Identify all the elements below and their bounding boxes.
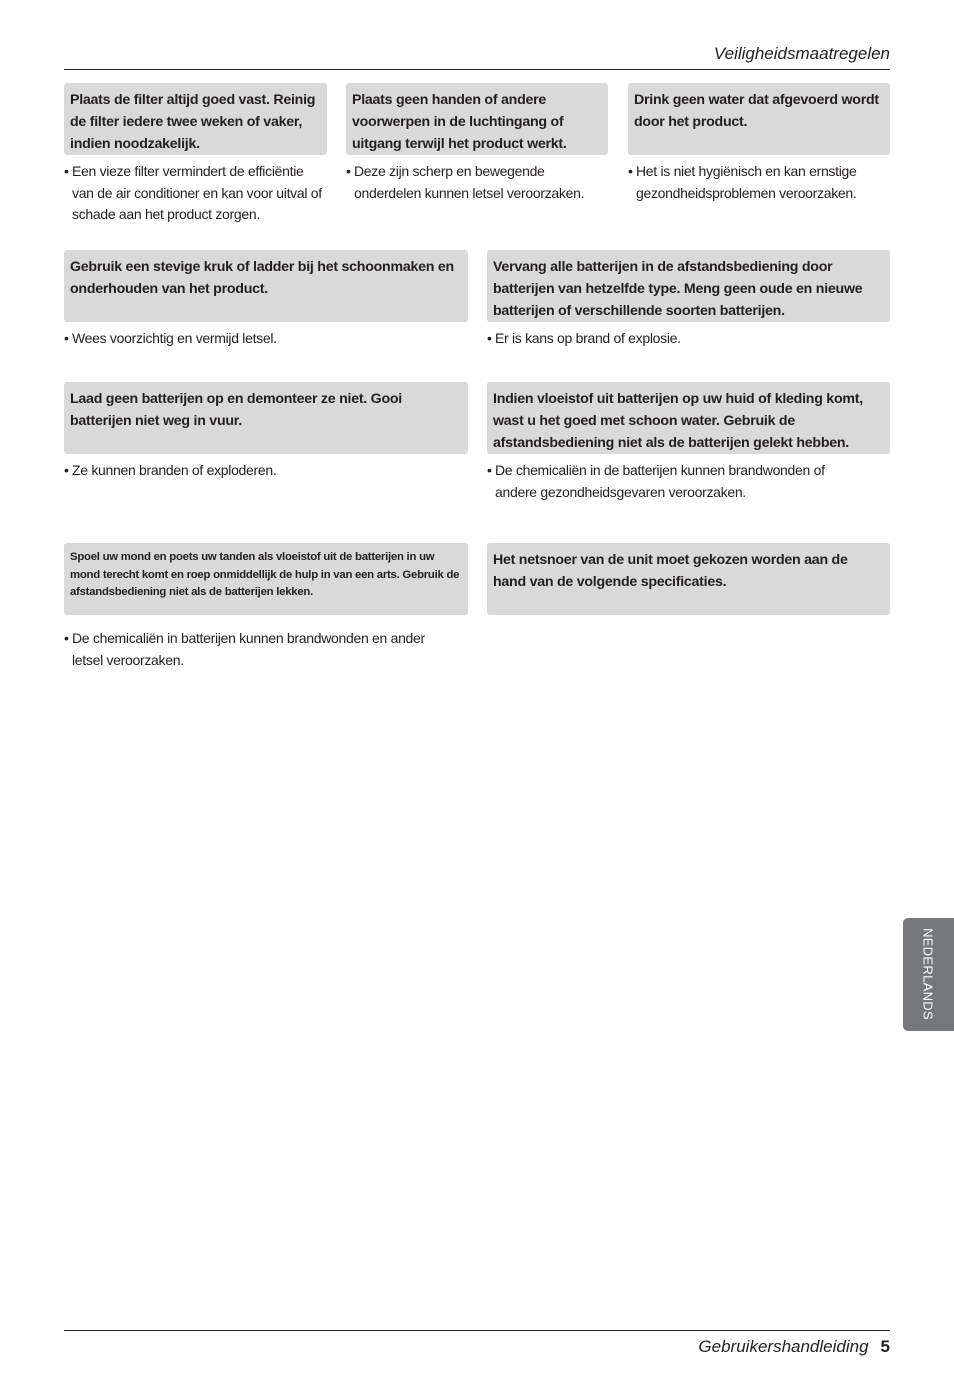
warning-box-filter: Plaats de filter altijd goed vast. Reinig de filter iedere twee weken of vaker, indien noodzakelijk.	[64, 83, 327, 155]
note-leak-skin	[487, 460, 867, 503]
note-water	[628, 161, 890, 204]
note-recharge-text: Ze kunnen branden of exploderen.	[72, 462, 277, 478]
note-replace-batteries	[487, 328, 890, 350]
note-mouth-text: De chemicaliën in batterijen kunnen brandwonden en ander letsel veroorzaken.	[72, 630, 425, 668]
language-tab-label: NEDERLANDS	[920, 928, 936, 1020]
footer-divider	[64, 1330, 890, 1331]
warning-box-leak-skin: Indien vloeistof uit batterijen op uw huid of kleding komt, wast u het goed met schoon water. Gebruik de afstandsbediening niet als de batterijen gelekt hebben.	[487, 382, 890, 454]
bullet-icon: •	[346, 163, 351, 179]
bullet-icon: •	[64, 330, 69, 346]
warning-box-mouth: Spoel uw mond en poets uw tanden als vloeistof uit de batterijen in uw mond terecht komt en roep onmiddellijk de hulp in van een arts. Gebruik de afstandsbediening niet als de batterijen lekken.	[64, 543, 468, 615]
warning-box-hands: Plaats geen handen of andere voorwerpen in de luchtingang of uitgang terwijl het product werkt.	[346, 83, 608, 155]
note-filter-text: Een vieze filter vermindert de efficiëntie van de air conditioner en kan voor uitval of schade aan het product zorgen.	[72, 163, 322, 222]
note-filter	[64, 161, 326, 226]
language-tab	[903, 918, 954, 1031]
bullet-icon: •	[64, 630, 69, 646]
bullet-icon: •	[628, 163, 633, 179]
warning-box-power-cord: Het netsnoer van de unit moet gekozen worden aan de hand van de volgende specificaties.	[487, 543, 890, 615]
warning-box-recharge: Laad geen batterijen op en demonteer ze niet. Gooi batterijen niet weg in vuur.	[64, 382, 468, 454]
warning-box-ladder: Gebruik een stevige kruk of ladder bij het schoonmaken en onderhouden van het product.	[64, 250, 468, 322]
bullet-icon: •	[487, 462, 492, 478]
note-mouth	[64, 628, 459, 671]
bullet-icon: •	[64, 462, 69, 478]
warning-box-replace-batteries: Vervang alle batterijen in de afstandsbediening door batterijen van hetzelfde type. Meng geen oude en nieuwe batterijen of verschillende soorten batterijen.	[487, 250, 890, 322]
note-ladder	[64, 328, 468, 350]
bullet-icon: •	[487, 330, 492, 346]
note-replace-batteries-text: Er is kans op brand of explosie.	[495, 330, 681, 346]
page-header-title: Veiligheidsmaatregelen	[713, 44, 890, 63]
footer-title: Gebruikershandleiding	[698, 1337, 869, 1356]
note-ladder-text: Wees voorzichtig en vermijd letsel.	[72, 330, 277, 346]
note-recharge	[64, 460, 468, 482]
note-water-text: Het is niet hygiënisch en kan ernstige gezondheidsproblemen veroorzaken.	[636, 163, 857, 201]
page-number: 5	[880, 1337, 890, 1356]
page-footer	[698, 1337, 890, 1357]
warning-box-water: Drink geen water dat afgevoerd wordt door het product.	[628, 83, 890, 155]
note-hands	[346, 161, 610, 204]
note-hands-text: Deze zijn scherp en bewegende onderdelen kunnen letsel veroorzaken.	[354, 163, 585, 201]
bullet-icon: •	[64, 163, 69, 179]
note-leak-skin-text: De chemicaliën in de batterijen kunnen brandwonden of andere gezondheidsgevaren veroorzaken.	[495, 462, 825, 500]
header-divider	[64, 69, 890, 70]
